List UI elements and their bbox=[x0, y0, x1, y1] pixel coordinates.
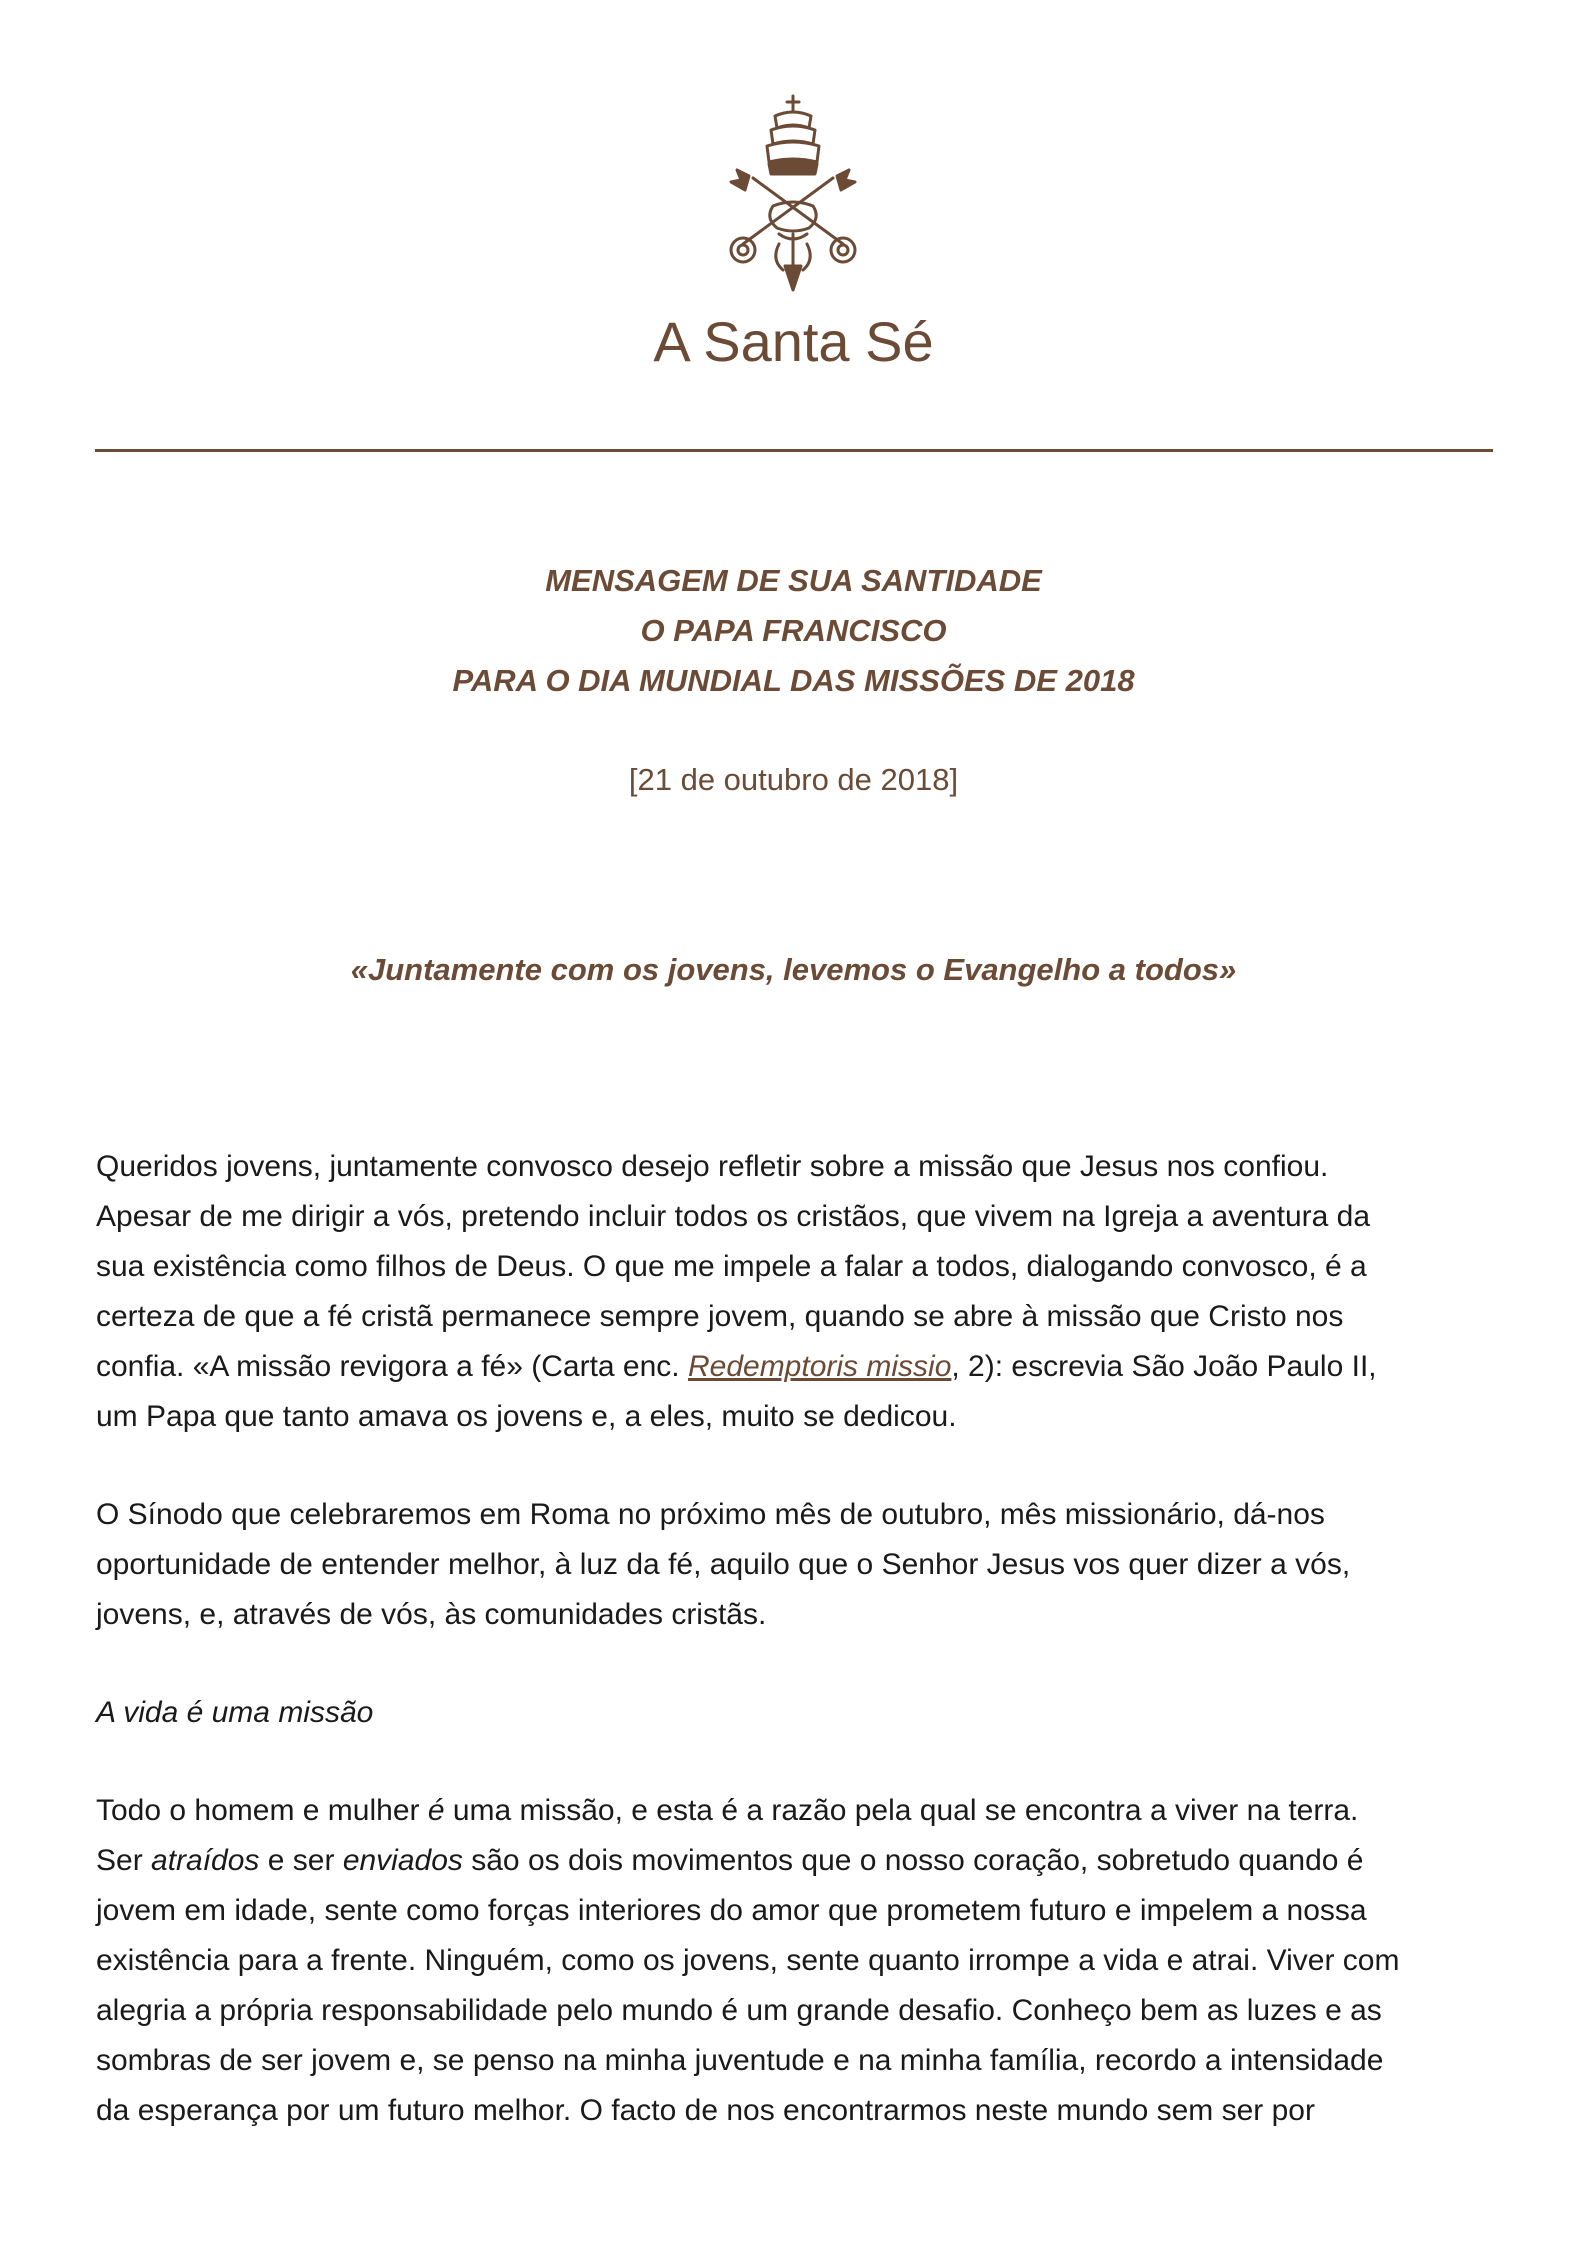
message-body bbox=[96, 1142, 1496, 2136]
text-line: jovem em idade, sente como forças interiores do amor que prometem futuro e impelem a nossa bbox=[96, 1894, 1367, 1927]
text-fragment: confia. «A missão revigora a fé» (Carta enc. bbox=[96, 1350, 688, 1383]
redemptoris-missio-link[interactable]: Redemptoris missio bbox=[687, 1350, 952, 1383]
header-divider bbox=[95, 449, 1493, 452]
text-fragment: Ser bbox=[96, 1844, 152, 1877]
text-line: Queridos jovens, juntamente convosco desejo refletir sobre a missão que Jesus nos confiou. bbox=[96, 1150, 1329, 1183]
text-line: da esperança por um futuro melhor. O facto de nos encontrarmos neste mundo sem ser por bbox=[96, 2094, 1315, 2127]
emphasis: é bbox=[427, 1794, 445, 1827]
text-line: jovens, e, através de vós, às comunidades cristãs. bbox=[96, 1598, 767, 1631]
message-date: [21 de outubro de 2018] bbox=[628, 762, 959, 797]
text-line: sombras de ser jovem e, se penso na minha juventude e na minha família, recordo a intensidade bbox=[96, 2044, 1384, 2077]
paragraph bbox=[96, 1490, 1496, 1640]
text-line: um Papa que tanto amava os jovens e, a eles, muito se dedicou. bbox=[96, 1400, 957, 1433]
heading-line: O PAPA FRANCISCO bbox=[640, 613, 947, 648]
paragraph bbox=[96, 1142, 1496, 1442]
text-line: alegria a própria responsabilidade pelo mundo é um grande desafio. Conheço bem as luzes e as bbox=[96, 1994, 1382, 2027]
section-subheading: A vida é uma missão bbox=[96, 1696, 374, 1729]
message-motto: «Juntamente com os jovens, levemos o Evangelho a todos» bbox=[350, 952, 1237, 987]
text-fragment: e ser bbox=[259, 1844, 343, 1877]
text-line: existência para a frente. Ninguém, como os jovens, sente quanto irrompe a vida e atrai. Viver com bbox=[96, 1944, 1400, 1977]
text-line bbox=[96, 1836, 1496, 1886]
papal-keys-tiara-emblem-icon bbox=[713, 94, 873, 294]
text-line: sua existência como filhos de Deus. O que me impele a falar a todos, dialogando convosco, é a bbox=[96, 1250, 1367, 1283]
text-fragment: , 2): escrevia São João Paulo II, bbox=[951, 1350, 1377, 1383]
text-fragment: são os dois movimentos que o nosso coração, sobretudo quando é bbox=[462, 1844, 1364, 1877]
text-line bbox=[96, 1342, 1496, 1392]
text-fragment: Todo o homem e mulher bbox=[96, 1794, 428, 1827]
message-heading bbox=[0, 556, 1587, 706]
heading-line: PARA O DIA MUNDIAL DAS MISSÕES DE 2018 bbox=[452, 663, 1135, 698]
emphasis: enviados bbox=[342, 1844, 463, 1877]
text-line: oportunidade de entender melhor, à luz da fé, aquilo que o Senhor Jesus vos quer dizer a vós, bbox=[96, 1548, 1351, 1581]
paragraph bbox=[96, 1786, 1496, 2136]
text-line bbox=[96, 1786, 1496, 1836]
emphasis: atraídos bbox=[151, 1844, 260, 1877]
site-title: A Santa Sé bbox=[653, 310, 934, 373]
text-line: O Sínodo que celebraremos em Roma no próximo mês de outubro, mês missionário, dá-nos bbox=[96, 1498, 1325, 1531]
text-line: Apesar de me dirigir a vós, pretendo incluir todos os cristãos, que vivem na Igreja a aventura da bbox=[96, 1200, 1371, 1233]
text-line: certeza de que a fé cristã permanece sempre jovem, quando se abre à missão que Cristo nos bbox=[96, 1300, 1344, 1333]
text-fragment: uma missão, e esta é a razão pela qual se encontra a viver na terra. bbox=[444, 1794, 1359, 1827]
heading-line: MENSAGEM DE SUA SANTIDADE bbox=[545, 563, 1042, 598]
